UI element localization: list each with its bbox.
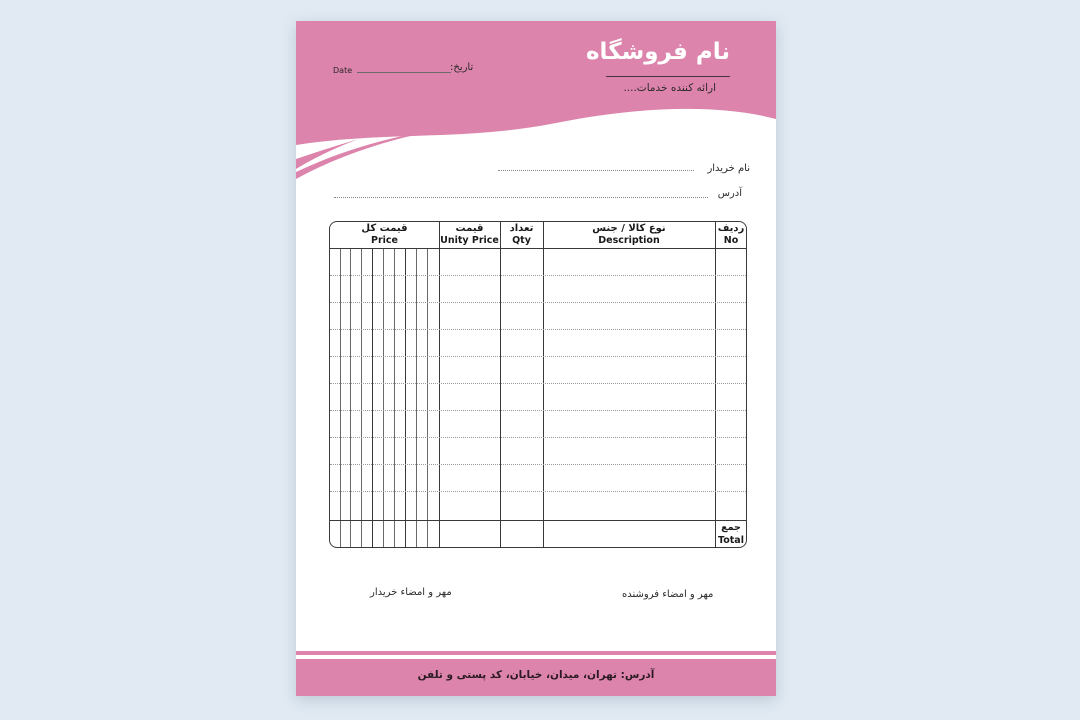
price-subcolumn bbox=[416, 248, 417, 547]
seller-signature-label: مهر و امضاء فروشنده bbox=[622, 589, 714, 600]
buyer-name-label: نام خریدار bbox=[707, 163, 750, 174]
footer-bar bbox=[296, 659, 776, 696]
invoice-page bbox=[296, 21, 776, 696]
address-label: آدرس bbox=[717, 188, 742, 199]
date-label-fa: تاریخ: bbox=[450, 62, 474, 73]
item-row-line bbox=[330, 383, 746, 384]
shop-subtitle: ارائه کننده خدمات.... bbox=[623, 82, 716, 94]
column-header-price: قیمت کل Price bbox=[361, 223, 408, 246]
item-row-line bbox=[330, 302, 746, 303]
total-label: جمع Total bbox=[718, 522, 744, 546]
date-field-line bbox=[357, 72, 451, 73]
items-table bbox=[329, 221, 747, 548]
item-row-line bbox=[330, 356, 746, 357]
price-subcolumn bbox=[405, 248, 406, 547]
col-divider-description bbox=[543, 222, 544, 547]
footer-stripe bbox=[296, 651, 776, 655]
buyer-signature-label: مهر و امضاء خریدار bbox=[370, 587, 452, 598]
date-label-en: Date bbox=[333, 66, 353, 75]
total-row-border bbox=[330, 520, 746, 521]
item-row-line bbox=[330, 437, 746, 438]
price-subcolumn bbox=[340, 248, 341, 547]
price-subcolumn bbox=[394, 248, 395, 547]
price-subcolumn bbox=[372, 248, 373, 547]
shop-name: نام فروشگاه bbox=[585, 39, 730, 65]
item-row-line bbox=[330, 464, 746, 465]
item-row-line bbox=[330, 329, 746, 330]
column-header-qty: تعداد Qty bbox=[509, 223, 534, 246]
shop-name-underline bbox=[606, 76, 730, 77]
item-row-line bbox=[330, 491, 746, 492]
header-row-border bbox=[330, 248, 746, 249]
footer-address: آدرس: تهران، میدان، خیابان، کد پستی و تلفن bbox=[417, 669, 655, 681]
col-divider-unit-price bbox=[439, 222, 440, 547]
price-subcolumn bbox=[427, 248, 428, 547]
column-header-no: ردیف No bbox=[717, 223, 745, 246]
item-row-line bbox=[330, 410, 746, 411]
address-field bbox=[334, 197, 708, 198]
column-header-unit-price: قیمت Unity Price bbox=[440, 223, 499, 246]
buyer-name-field bbox=[498, 170, 694, 171]
price-subcolumn bbox=[361, 248, 362, 547]
item-row-line bbox=[330, 275, 746, 276]
column-header-description: نوع کالا / جنس Description bbox=[592, 223, 666, 246]
price-subcolumn bbox=[350, 248, 351, 547]
col-divider-qty bbox=[500, 222, 501, 547]
price-subcolumn bbox=[383, 248, 384, 547]
col-divider-no bbox=[715, 222, 716, 547]
